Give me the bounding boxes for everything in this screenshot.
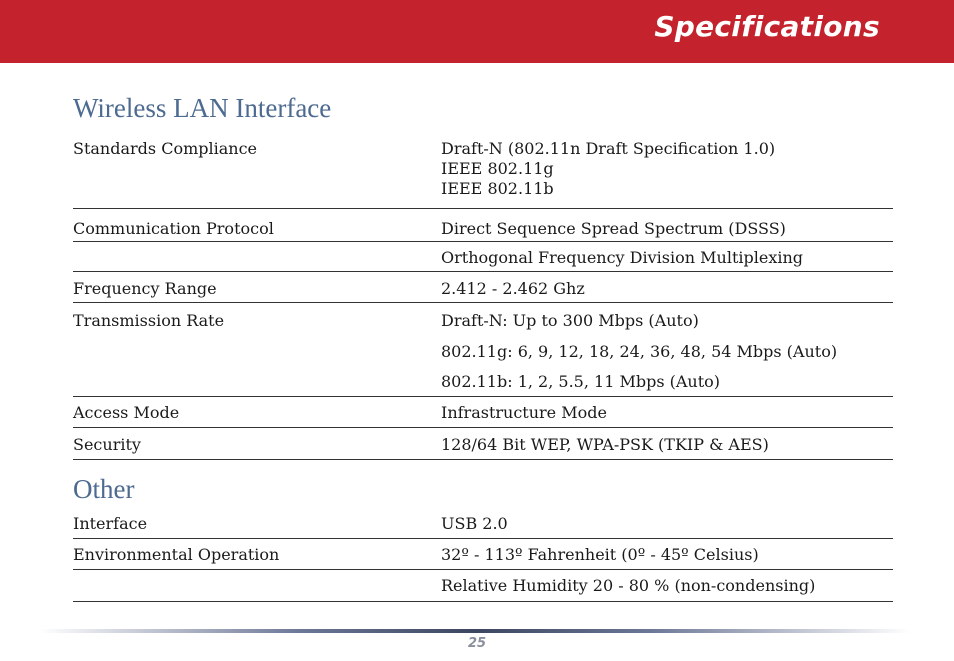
spec-row: [73, 272, 893, 303]
other-spec-table: [73, 508, 893, 602]
spec-row: [73, 508, 893, 539]
spec-row: [73, 539, 893, 570]
spec-value: Infrastructure Mode: [441, 403, 607, 422]
page-title: Specifications: [654, 10, 880, 43]
spec-label: Frequency Range: [73, 279, 217, 298]
spec-value: Draft-N (802.11n Draft Specification 1.0): [441, 139, 776, 158]
spec-row: [73, 242, 893, 272]
spec-value: 802.11g: 6, 9, 12, 18, 24, 36, 48, 54 Mbps (Auto): [441, 342, 838, 361]
spec-label: Standards Compliance: [73, 139, 257, 158]
spec-value: 2.412 - 2.462 Ghz: [441, 279, 585, 298]
spec-value: Orthogonal Frequency Division Multiplexing: [441, 248, 803, 267]
spec-row: [73, 139, 893, 209]
spec-row: [73, 209, 893, 242]
spec-label: Transmission Rate: [73, 311, 225, 330]
spec-value: 802.11b: 1, 2, 5.5, 11 Mbps (Auto): [441, 372, 721, 391]
spec-value: 128/64 Bit WEP, WPA-PSK (TKIP & AES): [441, 435, 769, 454]
spec-value: Draft-N: Up to 300 Mbps (Auto): [441, 311, 699, 330]
header-banner: [0, 0, 954, 63]
spec-value: IEEE 802.11g: [441, 159, 554, 178]
spec-label: Environmental Operation: [73, 545, 280, 564]
spec-row: [73, 303, 893, 397]
spec-label: Access Mode: [73, 403, 180, 422]
spec-label: Communication Protocol: [73, 219, 274, 238]
spec-value: Relative Humidity 20 - 80 % (non-condensing): [441, 576, 816, 595]
footer-divider: [40, 629, 910, 633]
section-heading-other: Other: [73, 474, 135, 504]
spec-row: [73, 570, 893, 602]
spec-value: USB 2.0: [441, 514, 508, 533]
spec-row: [73, 428, 893, 460]
spec-label: Interface: [73, 514, 148, 533]
spec-label: Security: [73, 435, 141, 454]
spec-value: 32º - 113º Fahrenheit (0º - 45º Celsius): [441, 545, 759, 564]
page-number: 25: [467, 636, 487, 651]
spec-row: [73, 397, 893, 428]
spec-value: IEEE 802.11b: [441, 179, 554, 198]
spec-value: Direct Sequence Spread Spectrum (DSSS): [441, 219, 786, 238]
section-heading-wireless: Wireless LAN Interface: [73, 93, 332, 123]
wireless-spec-table: [73, 139, 893, 460]
